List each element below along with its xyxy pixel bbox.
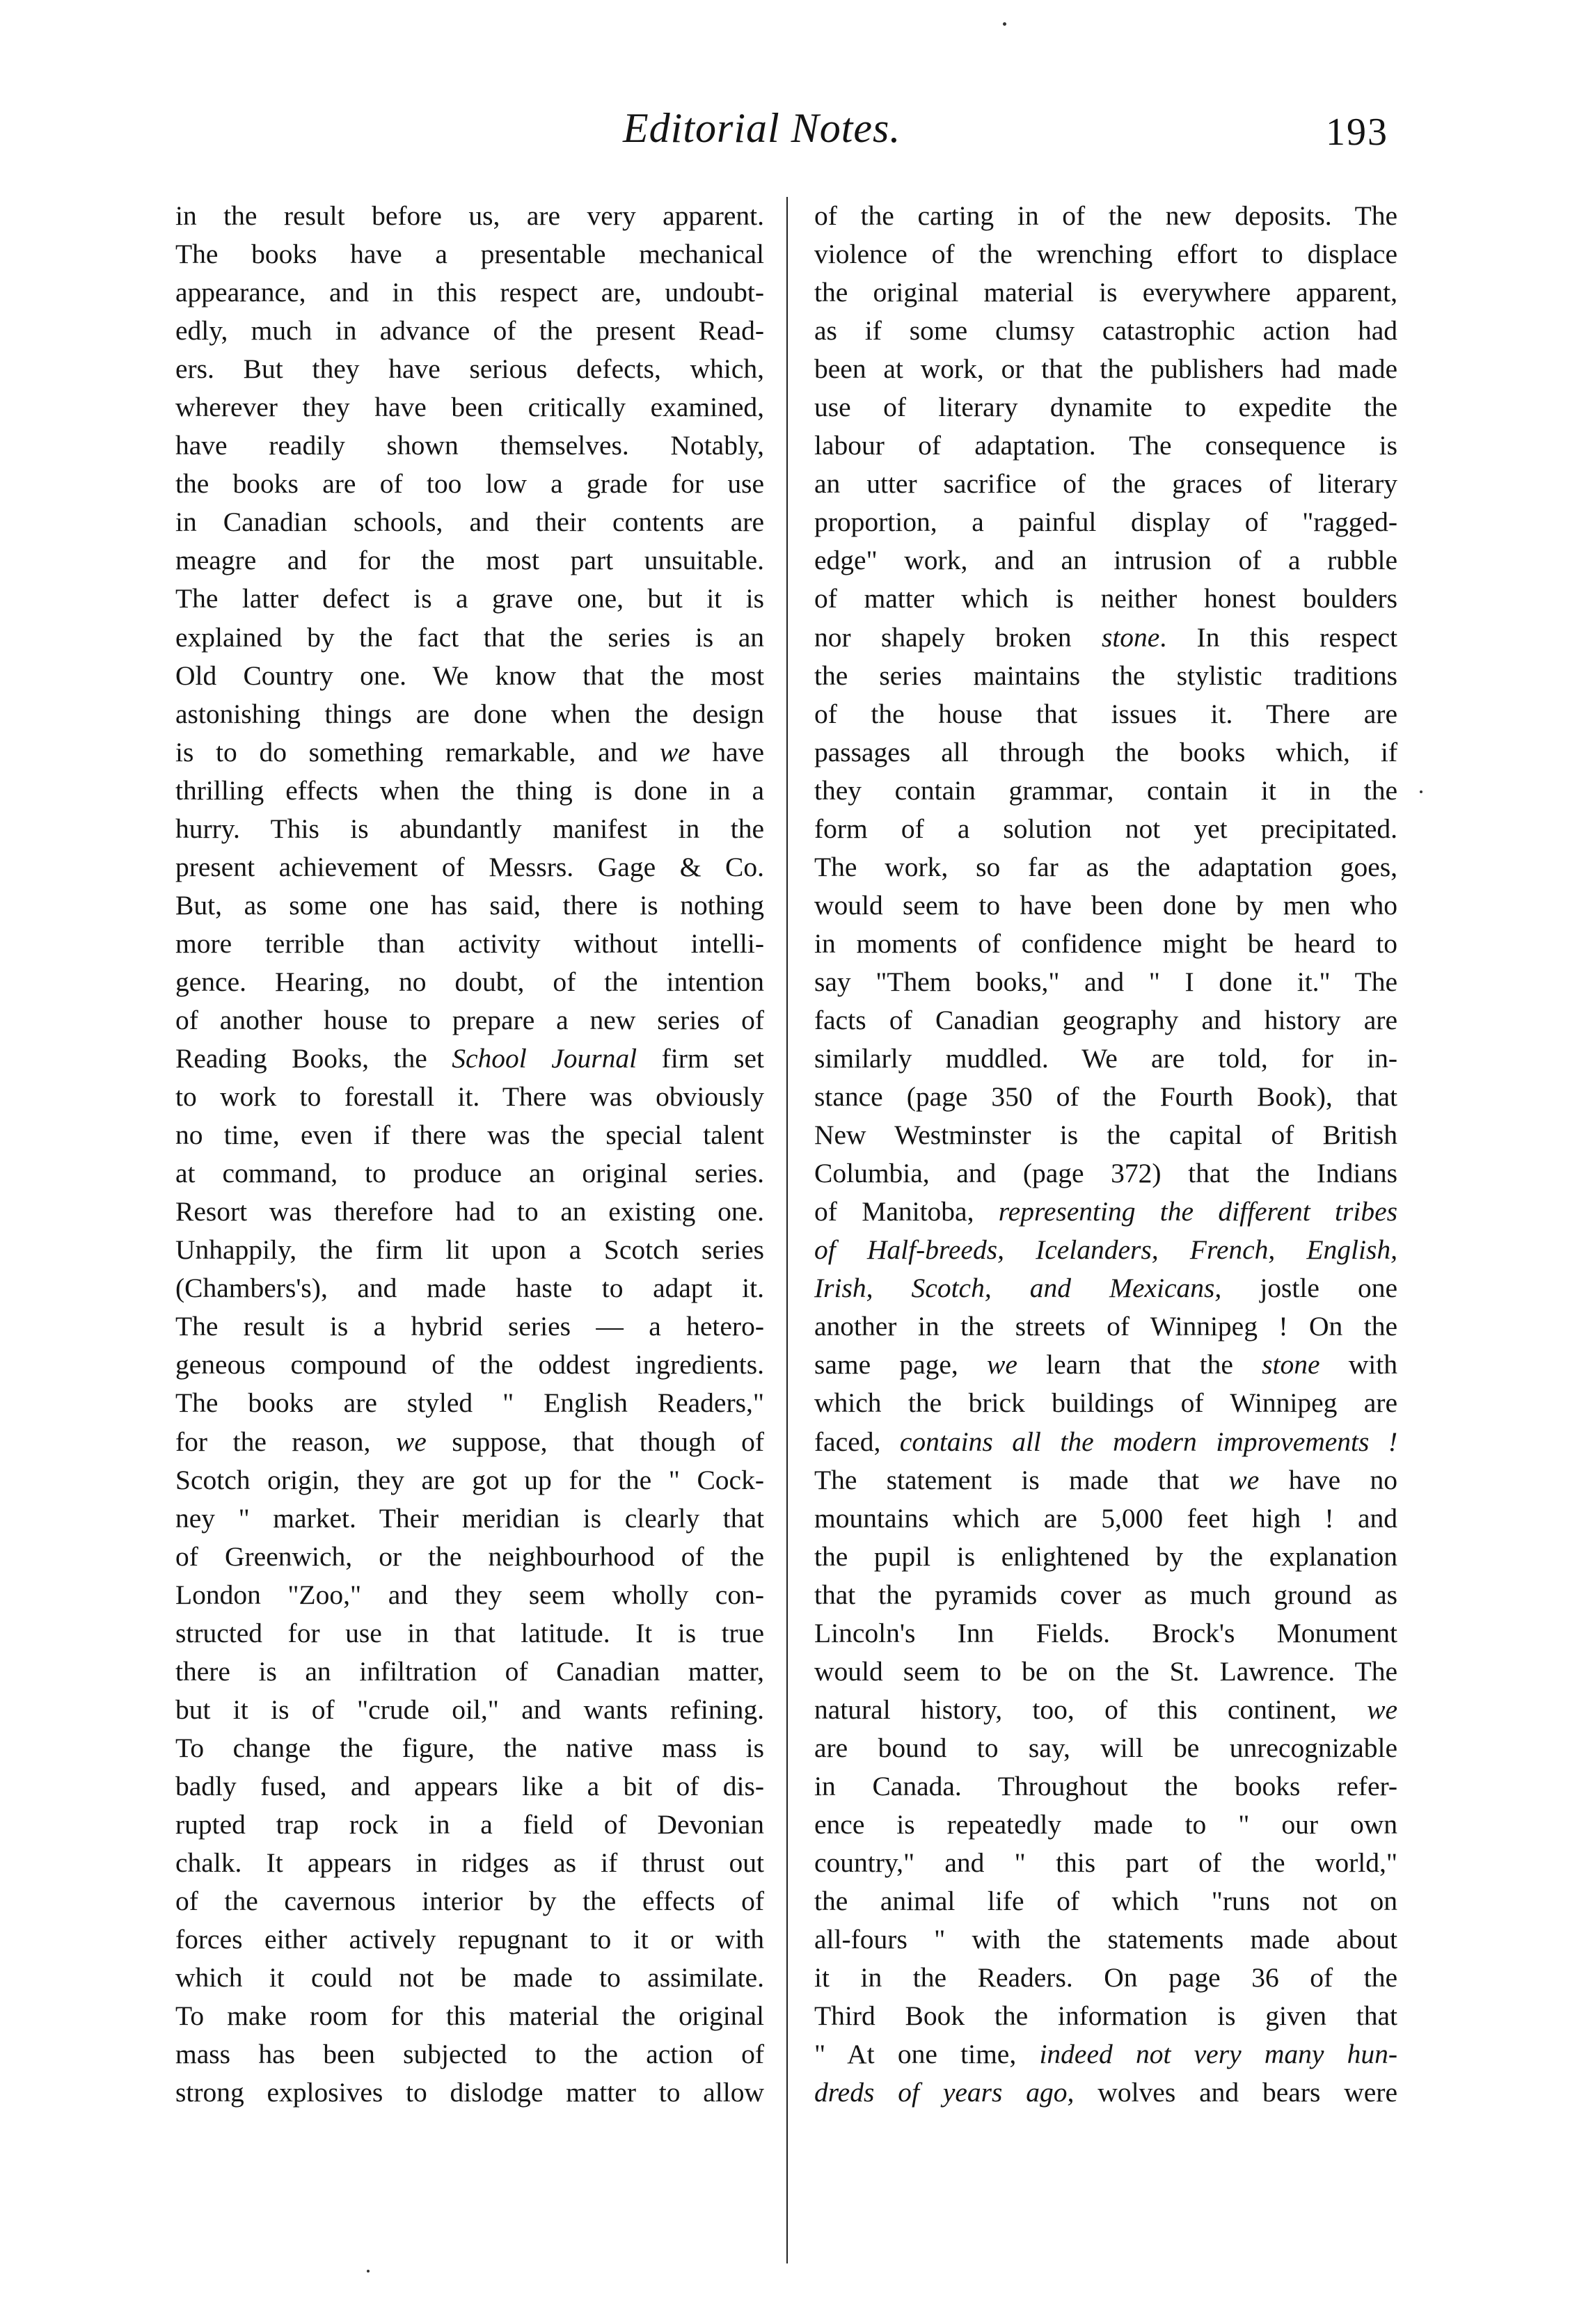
text-line: ence is repeatedly made to " our own (814, 1808, 1397, 1840)
text-line: faced, contains all the modern improvements ! (814, 1426, 1398, 1457)
text-line: of the cavernous interior by the effects of (175, 1886, 764, 1917)
text-line: of Greenwich, or the neighbourhood of the (175, 1541, 764, 1572)
text-line: in the result before us, are very apparent. (175, 200, 764, 231)
text-line: mountains which are 5,000 feet high ! and (814, 1502, 1397, 1534)
right-text-column (814, 197, 1397, 2112)
print-speck-top (1003, 22, 1006, 26)
text-line: it in the Readers. On page 36 of the (814, 1962, 1397, 1993)
text-line: ney " market. Their meridian is clearly that (175, 1502, 764, 1534)
text-line: violence of the wrenching effort to displace (814, 239, 1397, 270)
text-line: there is an infiltration of Canadian matter, (175, 1655, 764, 1687)
text-line: in Canadian schools, and their contents are (175, 507, 764, 538)
text-line: New Westminster is the capital of British (814, 1120, 1397, 1151)
text-line: which the brick buildings of Winnipeg are (814, 1387, 1397, 1419)
text-line: Scotch origin, they are got up for the " Cock- (175, 1464, 764, 1495)
text-line: ers. But they have serious defects, which, (175, 353, 764, 385)
text-line: facts of Canadian geography and history are (814, 1004, 1397, 1035)
text-line: similarly muddled. We are told, for in- (814, 1043, 1397, 1074)
text-line: as if some clumsy catastrophic action had (814, 315, 1397, 347)
text-line: is to do something remarkable, and we have (175, 736, 764, 767)
text-line: say "Them books," and " I done it." The (814, 966, 1397, 997)
text-line: badly fused, and appears like a bit of dis- (175, 1770, 764, 1801)
text-line: astonishing things are done when the design (175, 698, 764, 729)
text-line: explained by the fact that the series is an (175, 621, 764, 653)
text-line: to work to forestall it. There was obviously (175, 1081, 764, 1113)
text-line: the books are of too low a grade for use (175, 468, 764, 500)
text-line: use of literary dynamite to expedite the (814, 392, 1397, 423)
text-line: The books are styled " English Readers," (175, 1387, 764, 1419)
text-line: same page, we learn that the stone with (814, 1349, 1397, 1380)
text-line: that the pyramids cover as much ground as (814, 1579, 1397, 1610)
text-line: would seem to be on the St. Lawrence. The (814, 1655, 1397, 1687)
text-line: But, as some one has said, there is nothing (175, 889, 764, 921)
text-line: Old Country one. We know that the most (175, 660, 764, 691)
left-text-column (175, 197, 764, 2112)
text-line: geneous compound of the oddest ingredients. (175, 1349, 764, 1380)
text-line: present achievement of Messrs. Gage & Co. (175, 851, 764, 882)
text-line: the original material is everywhere apparent, (814, 277, 1397, 308)
text-line: The latter defect is a grave one, but it is (175, 583, 764, 614)
text-line: chalk. It appears in ridges as if thrust out (175, 1847, 764, 1879)
text-line: edly, much in advance of the present Read- (175, 315, 764, 347)
text-line: form of a solution not yet precipitated. (814, 813, 1397, 844)
text-line: the animal life of which "runs not on (814, 1886, 1397, 1917)
text-line: an utter sacrifice of the graces of literary (814, 468, 1397, 500)
text-line: strong explosives to dislodge matter to allow (175, 2077, 764, 2108)
text-line: in moments of confidence might be heard to (814, 928, 1397, 959)
text-line: of the house that issues it. There are (814, 698, 1397, 729)
text-line: the pupil is enlightened by the explanation (814, 1541, 1397, 1572)
text-line: Third Book the information is given that (814, 2000, 1397, 2032)
page-number: 193 (1326, 111, 1388, 154)
text-line: (Chambers's), and made haste to adapt it. (175, 1273, 764, 1304)
column-divider (786, 197, 788, 2263)
text-line: Lincoln's Inn Fields. Brock's Monument (814, 1617, 1397, 1648)
text-line: they contain grammar, contain it in the (814, 774, 1397, 806)
text-line: been at work, or that the publishers had made (814, 353, 1397, 385)
text-line: To make room for this material the original (175, 2000, 764, 2032)
text-line: natural history, too, of this continent, we (814, 1694, 1397, 1725)
text-line: The books have a presentable mechanical (175, 239, 764, 270)
text-line: no time, even if there was the special talent (175, 1120, 764, 1151)
text-line: The statement is made that we have no (814, 1464, 1397, 1495)
text-line: for the reason, we suppose, that though of (175, 1426, 765, 1457)
text-line: London "Zoo," and they seem wholly con- (175, 1579, 764, 1610)
text-line: would seem to have been done by men who (814, 889, 1397, 921)
text-line: mass has been subjected to the action of (175, 2039, 764, 2070)
text-line: To change the figure, the native mass is (175, 1732, 764, 1763)
text-line: forces either actively repugnant to it or with (175, 1924, 764, 1955)
text-line: in Canada. Throughout the books refer- (814, 1770, 1397, 1801)
text-line: all-fours " with the statements made about (814, 1924, 1397, 1955)
text-line: Reading Books, the School Journal firm set (175, 1043, 765, 1074)
text-line: rupted trap rock in a field of Devonian (175, 1808, 764, 1840)
text-line: which it could not be made to assimilate. (175, 1962, 764, 1993)
text-line: of Manitoba, representing the different tribes (814, 1196, 1397, 1227)
text-line: structed for use in that latitude. It is true (175, 1617, 764, 1648)
text-line: of Half-breeds, Icelanders, French, English, (814, 1234, 1397, 1266)
text-line: of another house to prepare a new series of (175, 1004, 764, 1035)
running-head-title: Editorial Notes. (623, 105, 901, 151)
print-speck-margin (1420, 790, 1422, 793)
text-line: Irish, Scotch, and Mexicans, jostle one (814, 1273, 1397, 1304)
text-line: The result is a hybrid series — a hetero- (175, 1311, 764, 1342)
text-line: another in the streets of Winnipeg ! On the (814, 1311, 1397, 1342)
text-line: meagre and for the most part unsuitable. (175, 545, 764, 576)
text-line: the series maintains the stylistic traditions (814, 660, 1397, 691)
text-line: Unhappily, the firm lit upon a Scotch series (175, 1234, 764, 1266)
text-line: labour of adaptation. The consequence is (814, 430, 1397, 461)
text-line: thrilling effects when the thing is done in a (175, 774, 764, 806)
text-line: but it is of "crude oil," and wants refining. (175, 1694, 764, 1725)
text-line: of the carting in of the new deposits. The (814, 200, 1397, 231)
text-line: Resort was therefore had to an existing one. (175, 1196, 764, 1227)
text-line: of matter which is neither honest boulders (814, 583, 1397, 614)
text-line: gence. Hearing, no doubt, of the intention (175, 966, 764, 997)
text-line: edge" work, and an intrusion of a rubble (814, 545, 1397, 576)
text-line: more terrible than activity without intelli- (175, 928, 764, 959)
text-line: The work, so far as the adaptation goes, (814, 851, 1397, 882)
text-line: hurry. This is abundantly manifest in the (175, 813, 764, 844)
text-line: dreds of years ago, wolves and bears were (814, 2077, 1397, 2108)
text-line: wherever they have been critically examined, (175, 392, 764, 423)
print-speck-bottom (367, 2270, 370, 2273)
text-line: at command, to produce an original series. (175, 1158, 764, 1189)
text-line: country," and " this part of the world," (814, 1847, 1397, 1879)
text-line: proportion, a painful display of "ragged- (814, 507, 1397, 538)
text-line: appearance, and in this respect are, undoubt- (175, 277, 764, 308)
text-line: have readily shown themselves. Notably, (175, 430, 764, 461)
text-line: Columbia, and (page 372) that the Indians (814, 1158, 1397, 1189)
text-line: are bound to say, will be unrecognizable (814, 1732, 1397, 1763)
text-line: stance (page 350 of the Fourth Book), that (814, 1081, 1397, 1113)
text-line: " At one time, indeed not very many hun- (814, 2039, 1397, 2070)
text-line: nor shapely broken stone. In this respect (814, 621, 1397, 653)
text-line: passages all through the books which, if (814, 736, 1397, 767)
